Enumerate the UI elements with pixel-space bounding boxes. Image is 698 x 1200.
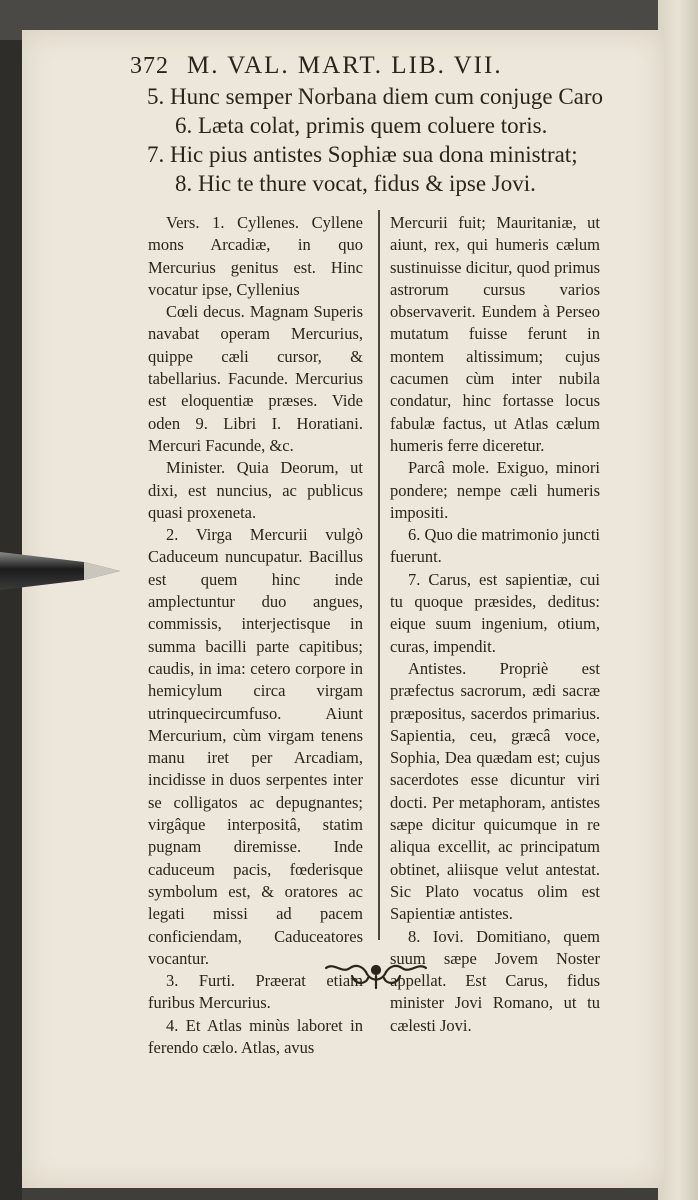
commentary-paragraph: Antistes. Propriè est præfectus sacrorum, ædi sacræ præpositus, sacerdos primarius. Sapientia, ceu, græcâ voce, Sophia, Dea quædam est; cujus sacerdotes esse dicuntur viri docti. Per metaphoram, antistes sæpe dicitur quicumque in re aliqua excellit, ac principatum obtinet, aliisque velut antestat. Sic Plato vocatus olim est Sapientiæ antistes. <box>390 658 600 924</box>
commentary-paragraph: 6. Quo die matrimonio juncti fuerunt. <box>390 525 601 567</box>
commentary-paragraph: Vers. 1. Cyllenes. Cyllene mons Arcadiæ, in quo Mercurius genitus est. Hinc vocatur ipse, Cyllenius <box>148 213 363 299</box>
commentary-paragraph: 7. Carus, est sapientiæ, cui tu quoque præsides, deditus: eique suum ingenium, otium, curas, impendit. <box>390 569 600 656</box>
commentary-right-column <box>390 212 600 1037</box>
column-divider <box>378 210 380 940</box>
verse-line: 7. Hic pius antistes Sophiæ sua dona ministrat; <box>147 142 578 167</box>
left-shadow <box>0 0 22 1200</box>
commentary-paragraph: 4. Et Atlas minùs laboret in ferendo cælo. Atlas, avus <box>148 1015 363 1057</box>
commentary-paragraph: Mercurii fuit; Mauritaniæ, ut aiunt, rex, qui humeris cælum sustinuisse dicitur, quod primus astrorum cursus varios observaverit. Eundem à Perseo mutatum fuisse ferunt in montem altissimum; cujus cacumen cùm inter nubila condatur, hinc fortasse locus fabulæ factus, ut Atlas cælum humeris ferre diceretur. <box>390 213 600 455</box>
verse-block <box>147 82 604 198</box>
commentary-paragraph: Minister. Quia Deorum, ut dixi, est nuncius, ac publicus quasi proxeneta. <box>148 458 363 522</box>
verse-line: 5. Hunc semper Norbana diem cum conjuge Caro <box>147 84 604 109</box>
verse-line: 8. Hic te thure vocat, fidus & ipse Jovi. <box>175 171 536 196</box>
page-edges <box>658 0 698 1200</box>
commentary-paragraph: 2. Virga Mercurii vulgò Caduceum nuncupatur. Bacillus est quem hinc inde amplectuntur duo angues, commissis, interjectisque in summa bacilli parte capitibus; caudis, in ima: cetero corpore in hemicylum circa virgam utrinquecircumfuso. Aiunt Mercurium, cùm virgam tenens manu iret per Arcadiam, incidisse in duos serpentes inter se colligatos ac depugnantes; virgâque interpositâ, statim pugnam diremisse. Inde caduceum pacis, fœderisque symbolum est, & oratores ac legati missi ad pacem conficiendam, Caduceatores vocantur. <box>148 525 363 968</box>
tailpiece-ornament-icon <box>322 958 430 990</box>
commentary-left-column <box>148 212 363 1059</box>
page-number: 372 <box>130 53 169 79</box>
verse-line: 6. Læta colat, primis quem coluere toris. <box>175 113 548 138</box>
commentary-paragraph: 8. Iovi. Domitiano, quem suum sæpe Jovem Noster appellat. Est Carus, fidus minister Jovi Romano, ut tu cælesti Jovi. <box>390 926 600 1035</box>
running-title: M. VAL. MART. LIB. VII. <box>187 52 503 79</box>
commentary-paragraph: Cœli decus. Magnam Superis navabat operam Mercurius, quippe cæli cursor, & tabellarius. Facunde. Mercurius est eloquentiæ præses. Vide oden 9. Libri I. Horatiani. Mercuri Facunde, &c. <box>148 302 363 455</box>
commentary-paragraph: 3. Furti. Præerat etiam furibus Mercurius. <box>148 971 363 1013</box>
commentary-paragraph: Parcâ mole. Exiguo, minori pondere; nempe cæli humeris impositi. <box>390 458 600 522</box>
page-header <box>130 52 600 80</box>
pen-tip-icon <box>0 548 122 594</box>
